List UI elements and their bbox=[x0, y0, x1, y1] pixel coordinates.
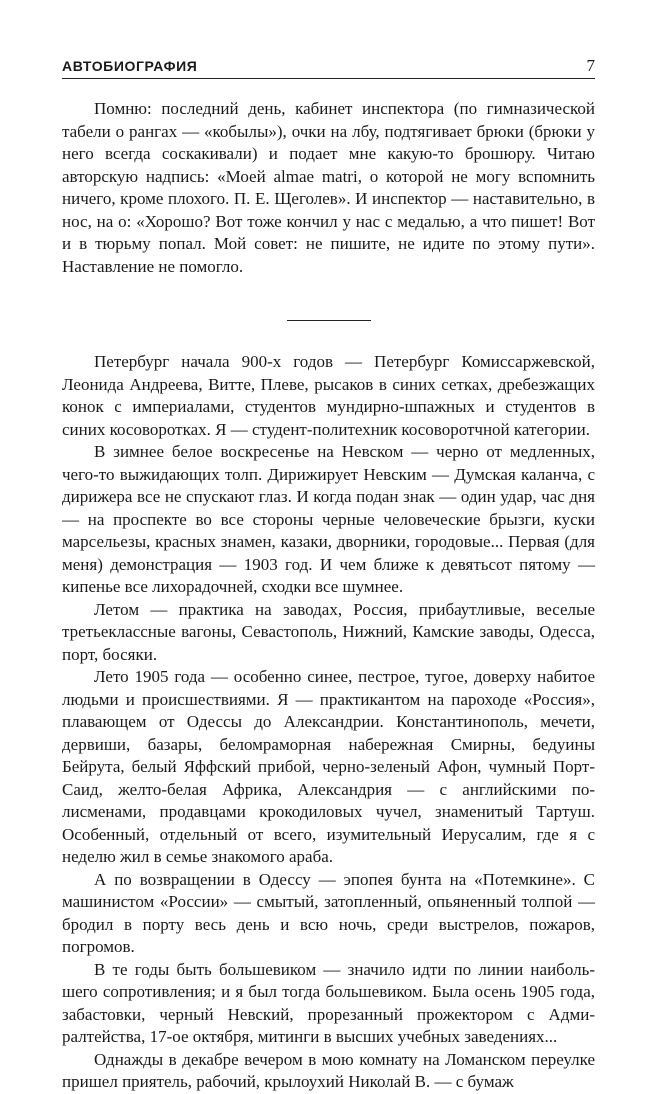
paragraph: А по возвращении в Одессу — эпопея бунта на «Потемкине». С машинистом «России» — смытый, затопленный, опьяненный толпой — бродил в порту весь день и всю ночь, среди выстрелов, пожаров, погромов. bbox=[62, 869, 595, 956]
section-divider bbox=[287, 320, 371, 321]
paragraph: Помню: последний день, кабинет инспектора (по гимназической табели о рангах — «кобылы»), очки на лбу, подтягивает брюки (брюки у него всегда соскакивали) и подает мне какую-то брошюру. Читаю авторскую надпись: «Моей almae matri, о которой не могу вспомнить ничего, кроме плохого. П. Е. Щеголев». И инспектор — наставительно, в нос, на о: «Хорошо? Вот тоже кончил у нас с медалью, а что пишет! Вот и в тюрьму попал. Мой совет: не пишите, не идите по этому пути». Наставление не помогло. bbox=[62, 99, 595, 276]
page-number: 7 bbox=[586, 56, 595, 75]
paragraph: Однажды в декабре вечером в мою комнату на Ломанском переулке пришел приятель, рабочий, крылоухий Николай В. — с бумаж bbox=[62, 1049, 595, 1091]
paragraph: Петербург начала 900-х годов — Петербург Комиссаржевской, Леонида Андреева, Витте, Плеве, рысаков в синих сетках, дребезжащих конок с империалами, студентов мундирно-шпажных и студентов в синих косоворотках. Я — студент-политехник косоворотчной категории. bbox=[62, 352, 595, 439]
body-text bbox=[62, 98, 595, 1094]
paragraph: В те годы быть большевиком — значило идти по линии наибольшего сопротивления; и я был тогда большевиком. Была осень 1905 года, забастовки, черный Невский, прорезанный прожектором с Адмиралтейства, 17-ое октября, митинги в высших учебных заведениях... bbox=[62, 959, 595, 1046]
paragraph: Лето 1905 года — особенно синее, пестрое, тугое, доверху набитое людьми и происшествиями. Я — практикантом на пароходе «Россия», плавающем от Одессы до Александрии. Константинополь, мечети, дервиши, базары, беломраморная набережная Смирны, бедуины Бейрута, белый Яффский прибой, черно-зеленый Афон, чумный Порт-Саид, желто-белая Африка, Александрия — с английскими полисменами, продавцами крокодиловых чучел, знаменитый Тартуш. Особенный, отдельный от всего, изумительный Иерусалим, где я с неделю жил в семье знакомого араба. bbox=[62, 667, 595, 866]
running-title: АВТОБИОГРАФИЯ bbox=[62, 58, 198, 74]
running-header bbox=[62, 56, 595, 79]
paragraph: Летом — практика на заводах, Россия, прибаутливые, веселые третьеклассные вагоны, Севастополь, Нижний, Камские заводы, Одесса, порт, босяки. bbox=[62, 599, 595, 664]
paragraph: В зимнее белое воскресенье на Невском — черно от медленных, чего-то выжидающих толп. Дирижирует Невским — Думская каланча, с дирижера все не спускают глаз. И когда подан знак — один удар, час дня — на проспекте во все стороны черные человеческие брызги, куски марсельезы, красных знамен, казаки, дворники, городовые... Первая (для меня) демонстрация — 1903 год. И чем ближе к девятьсот пятому — кипенье все лихорадочней, сходки все шумнее. bbox=[62, 442, 595, 596]
